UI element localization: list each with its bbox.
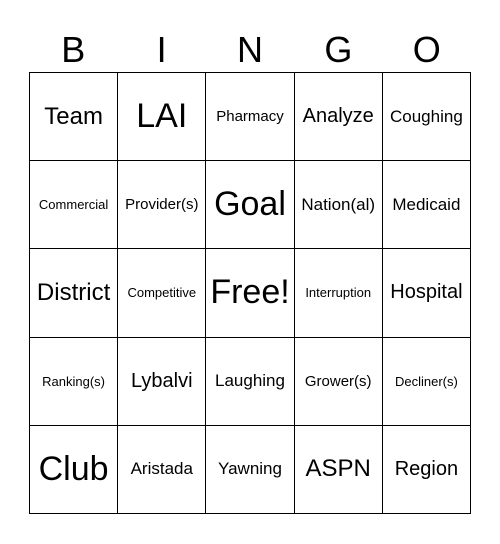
bingo-cell[interactable]: Coughing: [383, 73, 471, 161]
bingo-cell[interactable]: Goal: [206, 161, 294, 249]
bingo-cell[interactable]: Region: [383, 426, 471, 514]
bingo-cell[interactable]: Laughing: [206, 338, 294, 426]
bingo-cell[interactable]: Provider(s): [118, 161, 206, 249]
bingo-cell-free[interactable]: Free!: [206, 249, 294, 337]
bingo-cell[interactable]: Interruption: [295, 249, 383, 337]
bingo-cell[interactable]: Nation(al): [295, 161, 383, 249]
bingo-cell[interactable]: Medicaid: [383, 161, 471, 249]
bingo-cell[interactable]: LAI: [118, 73, 206, 161]
bingo-cell[interactable]: Club: [30, 426, 118, 514]
header-letter-b: B: [61, 29, 86, 70]
bingo-cell[interactable]: District: [30, 249, 118, 337]
bingo-card-grid: [29, 72, 471, 514]
header-letter-i: I: [156, 29, 167, 70]
bingo-cell[interactable]: Competitive: [118, 249, 206, 337]
header-letter-o: O: [412, 29, 441, 70]
bingo-cell[interactable]: Ranking(s): [30, 338, 118, 426]
bingo-cell[interactable]: Team: [30, 73, 118, 161]
bingo-cell[interactable]: Commercial: [30, 161, 118, 249]
header-letter-n: N: [236, 29, 263, 70]
bingo-cell[interactable]: Aristada: [118, 426, 206, 514]
bingo-cell[interactable]: Yawning: [206, 426, 294, 514]
bingo-cell[interactable]: Analyze: [295, 73, 383, 161]
header-letter-g: G: [324, 29, 353, 70]
bingo-cell[interactable]: Lybalvi: [118, 338, 206, 426]
bingo-cell[interactable]: Pharmacy: [206, 73, 294, 161]
bingo-cell[interactable]: Grower(s): [295, 338, 383, 426]
bingo-cell[interactable]: Decliner(s): [383, 338, 471, 426]
bingo-cell[interactable]: Hospital: [383, 249, 471, 337]
bingo-cell[interactable]: ASPN: [295, 426, 383, 514]
bingo-header: [29, 26, 471, 74]
